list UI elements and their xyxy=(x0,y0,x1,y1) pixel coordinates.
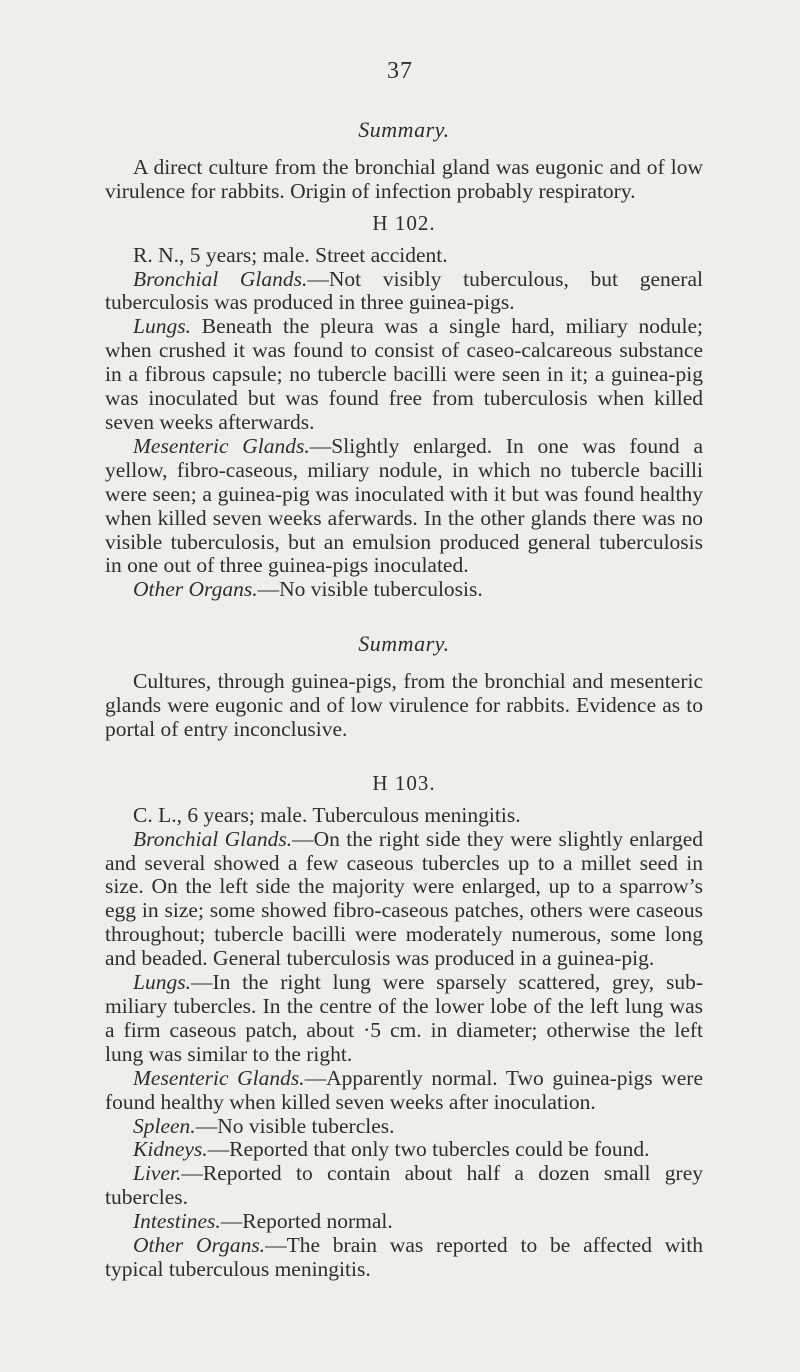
section-label: Bronchial Glands. xyxy=(133,266,308,291)
section-label: Bronchial Glands. xyxy=(133,826,293,851)
paragraph-h102-other xyxy=(105,578,703,602)
spacer xyxy=(105,742,703,772)
section-text: —Not visibly tuberculous, but general tuberculosis was produced in three guinea-pigs. xyxy=(105,266,703,315)
section-text: Beneath the pleura was a single hard, miliary nodule; when crushed it was found to consist of caseo-calcareous substance in a fibrous capsule; no tubercle bacilli were seen in it; a guinea-pig was inoculated but was found free from tuberculosis when killed seven weeks afterwards. xyxy=(105,314,703,434)
paragraph-h102-bronchial xyxy=(105,268,703,316)
section-label: Liver. xyxy=(133,1161,182,1186)
summary-heading: Summary. xyxy=(358,631,450,657)
section-label: Lungs. xyxy=(133,970,191,995)
text-column xyxy=(105,118,703,1282)
section-label: Intestines. xyxy=(133,1209,221,1234)
section-label: Mesenteric Glands. xyxy=(133,1065,305,1090)
section-text: —Reported that only two tubercles could be found. xyxy=(207,1137,650,1162)
section-text: —Slightly enlarged. In one was found a yellow, fibro-caseous, miliary nodule, in which no tubercle bacilli were seen; a guinea-pig was inoculated with it but was found healthy when killed seven weeks aferwards. In the other glands there was no visible tuberculosis, but an emulsion produced general tuberculosis in one out of three guinea-pigs inoculated. xyxy=(105,433,703,578)
case-heading: H 102. xyxy=(372,210,436,235)
section-label: Other Organs. xyxy=(133,577,258,602)
paragraph-h103-mesenteric xyxy=(105,1067,703,1115)
section-label: Lungs. xyxy=(133,314,191,339)
paragraph-h103-kidneys xyxy=(105,1138,703,1162)
section-text: —Apparently normal. Two guinea-pigs were found healthy when killed seven weeks after inoculation. xyxy=(105,1065,703,1114)
spacer xyxy=(105,656,703,670)
section-label: Spleen. xyxy=(133,1113,196,1138)
section-label: Mesenteric Glands. xyxy=(133,433,310,458)
case-heading: H 103. xyxy=(372,770,436,795)
spacer xyxy=(105,602,703,632)
section-text: —Reported to contain about half a dozen small grey tubercles. xyxy=(105,1161,703,1210)
section-label: Other Organs. xyxy=(133,1233,266,1258)
spacer xyxy=(105,142,703,156)
paragraph-h103-intro: C. L., 6 years; male. Tuberculous meningitis. xyxy=(133,802,521,827)
paragraph-h102-mesenteric xyxy=(105,435,703,578)
paragraph-h103-spleen xyxy=(105,1115,703,1139)
page-number: 37 xyxy=(387,58,413,84)
section-text: —No visible tubercles. xyxy=(195,1113,395,1138)
section-text: —Reported normal. xyxy=(220,1209,393,1234)
paragraph-h103-intestines xyxy=(105,1210,703,1234)
summary-heading: Summary. xyxy=(358,117,450,142)
section-text: —On the right side they were slightly enlarged and several showed a few caseous tubercles up to a millet seed in size. On the left side the majority were enlarged, up to a sparrow’s egg in size; some showed fibro-caseous patches, others were caseous throughout; tubercle bacilli were moderately numerous, some long and beaded. General tuberculosis was produced in a guinea-pig. xyxy=(105,826,703,971)
paragraph-h102-lungs xyxy=(105,315,703,435)
section-text: —In the right lung were sparsely scattered, grey, sub-miliary tubercles. In the centre of the lower lobe of the left lung was a firm caseous patch, about ·5 cm. in diameter; otherwise the left lung was similar to the right. xyxy=(105,970,703,1066)
paragraph-sum2-body: Cultures, through guinea-pigs, from the bronchial and mesenteric glands were eugonic and of low virulence for rabbits. Evidence as to portal of entry inconclusive. xyxy=(105,669,703,741)
paragraph-h103-lungs xyxy=(105,971,703,1067)
paragraph-h103-liver xyxy=(105,1162,703,1210)
paragraph-sum1-body: A direct culture from the bronchial gland was eugonic and of low virulence for rabbits. Origin of infection probably respiratory. xyxy=(105,154,703,203)
section-text: —The brain was reported to be affected with typical tuberculous meningitis. xyxy=(105,1233,703,1281)
section-text: —No visible tuberculosis. xyxy=(257,577,483,602)
paragraph-h103-other xyxy=(105,1234,703,1282)
paragraph-h102-intro: R. N., 5 years; male. Street accident. xyxy=(133,242,448,267)
paragraph-h103-bronchial xyxy=(105,828,703,971)
section-label: Kidneys. xyxy=(133,1137,208,1162)
